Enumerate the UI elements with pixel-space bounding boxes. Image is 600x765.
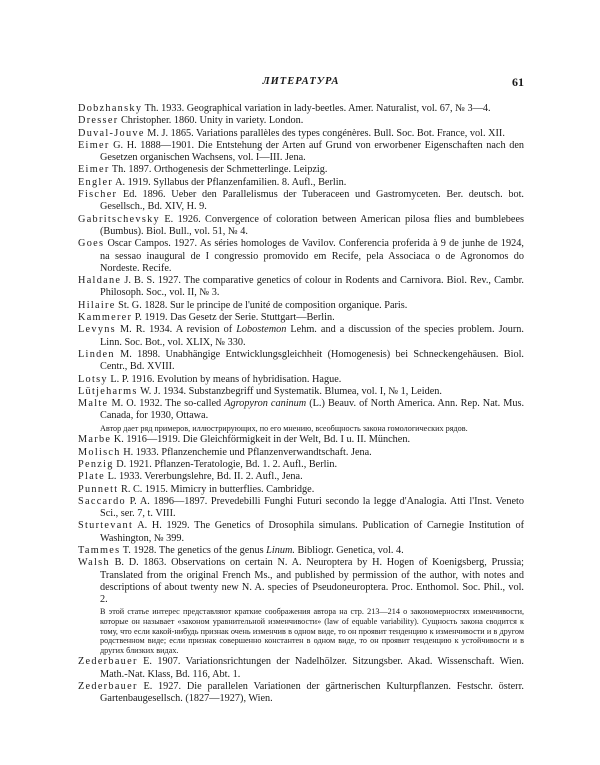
reference-text: B. D. 1863. Observations on certain N. A. Neuroptera by H. Hogen of Koenigsberg, Prussia; Translated from the original French Ms., and published by permission of the author, with notes and descriptions of about twenty new N. A. species of Pseudoneuroptera. Proc. Enthomol. Soc. Phil., vol. 2.: [100, 557, 524, 606]
reference-text: L. 1933. Vererbungslehre, Bd. II. 2. Aufl., Jena.: [105, 471, 303, 483]
reference-list: [78, 103, 524, 706]
reference-entry: [78, 681, 524, 706]
reference-author: Sturtevant: [78, 520, 134, 532]
reference-text: K. 1916—1919. Die Gleichförmigkeit in der Welt, Bd. I u. II. München.: [111, 434, 411, 446]
reference-text: A. 1919. Syllabus der Pflanzenfamilien. 8. Aufl., Berlin.: [113, 176, 347, 188]
reference-text: P. 1919. Das Gesetz der Serie. Stuttgart—Berlin.: [132, 312, 335, 324]
reference-text: St. G. 1828. Sur le principe de l'unité de composition organique. Paris.: [115, 299, 408, 311]
reference-text-continued: Bibliogr. Genetica, vol. 4.: [294, 544, 404, 556]
reference-author: Punnett: [78, 483, 119, 495]
reference-entry: [78, 103, 524, 115]
reference-text: Christopher. 1860. Unity in variety. London.: [118, 115, 304, 127]
reference-text: Th. 1933. Geographical variation in lady-beetles. Amer. Naturalist, vol. 67, № 3—4.: [142, 103, 491, 114]
reference-entry: [78, 459, 524, 471]
reference-entry: [78, 214, 524, 239]
reference-author: Tammes: [78, 544, 121, 556]
reference-entry: [78, 496, 524, 521]
reference-author: Eimer: [78, 139, 110, 151]
reference-text: Oscar Campos. 1927. As séries homologes de Vavilov. Conferencia proferida à 9 de junhe de 1924, na sessao inaugural de I congressio promovido em Recife, pela Associaca o de Agronomos do Nordeste. Recife.: [100, 238, 524, 274]
reference-text: M. O. 1932. The so-called: [108, 398, 225, 410]
reference-text: L. P. 1916. Evolution by means of hybridisation. Hague.: [107, 373, 342, 385]
reference-entry: [78, 471, 524, 483]
reference-text: A. H. 1929. The Genetics of Drosophila simulans. Publication of Carnegie Institution of Washington, № 399.: [100, 520, 524, 544]
reference-entry: [78, 398, 524, 433]
reference-entry: [78, 434, 524, 446]
reference-entry: [78, 189, 524, 214]
reference-text: W. J. 1934. Substanzbegriff und Systematik. Blumea, vol. I, № 1, Leiden.: [137, 385, 442, 397]
reference-author: Haldane: [78, 275, 122, 287]
reference-text: E. 1926. Convergence of coloration between American pilosa flies and bumblebees (Bumbus). Biol. Bull., vol. 51, № 4.: [100, 213, 524, 237]
reference-text: M. 1898. Unabhängige Entwicklungsgleichheit (Homogenesis) bei Schneckengehäusen. Biol. Centr., Bd. XVIII.: [100, 348, 524, 373]
reference-author: Fischer: [78, 189, 118, 201]
reference-author: Kammerer: [78, 312, 133, 324]
reference-author: Marbe: [78, 434, 112, 446]
reference-annotation: Автор дает ряд примеров, иллюстрирующих, по его мнению, всеобщность закона гомологических рядов.: [100, 423, 468, 433]
reference-entry: [78, 300, 524, 312]
reference-entry: [78, 324, 524, 349]
reference-author: Dresser: [78, 115, 119, 127]
reference-text: Ed. 1896. Ueber den Parallelismus der Tuberaceen und Gastromyceten. Ber. deutsch. bot. Gesellsch., Bd. XIV, H. 9.: [100, 189, 524, 213]
reference-author: Dobzhansky: [78, 103, 143, 114]
reference-author: Eimer: [78, 164, 110, 176]
reference-entry: [78, 275, 524, 300]
reference-text: Th. 1897. Orthogenesis der Schmetterlinge. Leipzig.: [109, 164, 328, 176]
reference-author: Hilaire: [78, 299, 116, 311]
reference-author: Goes: [78, 238, 105, 250]
reference-text: D. 1921. Pflanzen-Teratologie, Bd. 1. 2. Aufl., Berlin.: [113, 458, 338, 470]
reference-text: E. 1927. Die parallelen Variationen der gärtnerischen Kulturpflanzen. Festschr. österr. Gartenbaugesellsch. (1827—1927), Wien.: [100, 681, 524, 705]
running-header: [78, 76, 524, 92]
reference-author: Zederbauer: [78, 656, 138, 668]
reference-italic-title: Lobostemon: [236, 324, 287, 336]
reference-author: Linden: [78, 348, 115, 360]
reference-author: Lütjeharms: [78, 385, 138, 397]
reference-text: R. C. 1915. Mimicry in butterflies. Cambridge.: [118, 483, 315, 495]
reference-text: M. J. 1865. Variations parallèles des types congénères. Bull. Soc. Bot. France, vol. XII.: [144, 127, 505, 139]
reference-text: H. 1933. Pflanzenchemie und Pflanzenverwandtschaft. Jena.: [120, 446, 372, 458]
reference-author: Levyns: [78, 324, 116, 336]
reference-annotation: В этой статье интерес представляют краткие соображения автора на стр. 213—214 о закономерностях изменчивости, которые он называет «законом уравнительной изменчивости» (law of equable variability). Сущность закона сводится к тому, что если какой-нибудь признак очень изменчив в одном виде, то он проявит тенденцию к изменчивости и в другом родственном виде; если признак совершенно константен в одном виде, то он проявит тенденцию к устойчивости и в других близких видах.: [100, 607, 524, 655]
reference-text-continued: Lehm. and a discussion of the species problem. Journ. Linn. Soc. Bot., vol. XLIX, № 330.: [100, 324, 524, 348]
reference-italic-title: Agropyron caninum: [224, 398, 307, 410]
reference-entry: [78, 140, 524, 165]
reference-author: Plate: [78, 471, 105, 483]
reference-entry: [78, 312, 524, 324]
reference-text: T. 1928. The genetics of the genus: [120, 544, 267, 556]
reference-entry: [78, 115, 524, 127]
reference-entry: [78, 349, 524, 374]
reference-text: P. A. 1896—1897. Prevedebilli Funghi Futuri secondo la legge d'Analogia. Atti l'Inst. Veneto Sci., ser. 7, t. VIII.: [100, 495, 524, 520]
reference-text: G. H. 1888—1901. Die Entstehung der Arten auf Grund von erworbener Eigenschaften nach den Gesetzen organischen Wachsens, vol. I—III. Jena.: [100, 139, 524, 164]
reference-author: Engler: [78, 176, 114, 188]
reference-author: Lotsy: [78, 373, 108, 385]
reference-italic-title: Linum.: [266, 544, 295, 556]
running-title: ЛИТЕРАТУРА: [262, 76, 340, 87]
reference-entry: [78, 386, 524, 398]
reference-entry: [78, 557, 524, 655]
reference-entry: [78, 238, 524, 275]
reference-entry: [78, 484, 524, 496]
reference-entry: [78, 177, 524, 189]
reference-author: Walsh: [78, 557, 110, 569]
reference-entry: [78, 128, 524, 140]
reference-author: Penzig: [78, 458, 114, 470]
reference-author: Molisch: [78, 446, 121, 458]
reference-entry: [78, 520, 524, 545]
reference-entry: [78, 545, 524, 557]
reference-author: Saccardo: [78, 495, 126, 507]
reference-text: M. R. 1934. A revision of: [115, 324, 237, 336]
reference-entry: [78, 374, 524, 386]
reference-entry: [78, 656, 524, 681]
reference-author: Gabritschevsky: [78, 213, 160, 225]
reference-entry: [78, 164, 524, 176]
reference-text: J. B. S. 1927. The comparative genetics of colour in Rodents and Carnivora. Biol. Rev., Cambr. Philosoph. Soc., vol. II, № 3.: [100, 275, 524, 299]
reference-text: E. 1907. Variationsrichtungen der Nadelhölzer. Sitzungsber. Akad. Wissenschaft. Wien. Math.-Nat. Klass, Bd. 116, Abt. 1.: [100, 656, 524, 680]
page-number: 61: [512, 75, 524, 89]
reference-entry: [78, 447, 524, 459]
reference-text-continued: (L.) Beauv. of North America. Ann. Rep. Nat. Mus. Canada, for 1930, Ottawa.: [100, 398, 525, 422]
reference-author: Malte: [78, 398, 109, 410]
reference-author: Zederbauer: [78, 681, 138, 693]
reference-author: Duval-Jouve: [78, 127, 145, 139]
